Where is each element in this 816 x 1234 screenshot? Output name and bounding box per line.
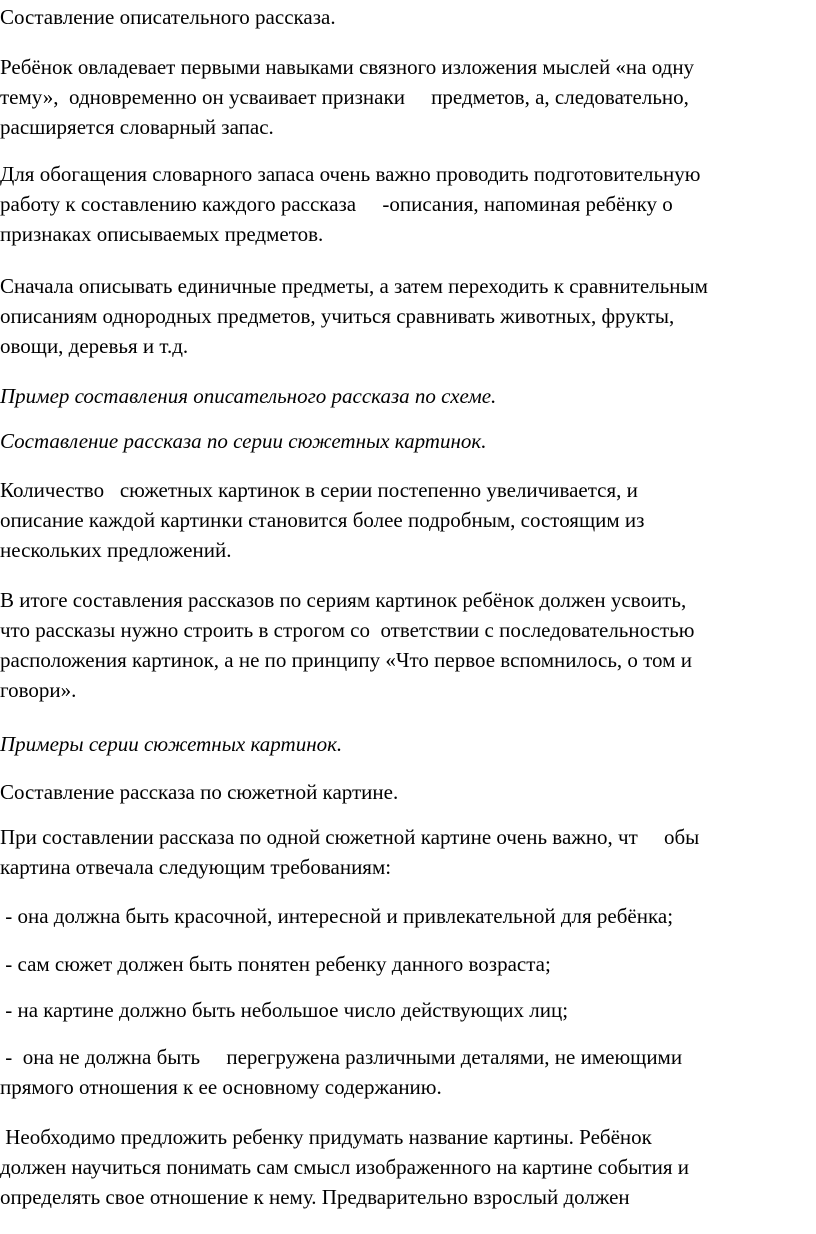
paragraph-vocabulary — [0, 159, 816, 249]
text-line: Количество сюжетных картинок в серии постепенно увеличивается, и — [0, 478, 638, 502]
text-line: Пример составления описательного рассказа по схеме. — [0, 384, 497, 408]
paragraph-picture-count — [0, 475, 816, 565]
heading-plot-picture — [0, 777, 816, 807]
paragraph-single-objects — [0, 271, 816, 361]
paragraph-requirements-intro — [0, 822, 816, 882]
text-line: Составление описательного рассказа. — [0, 5, 336, 29]
text-line: что рассказы нужно строить в строгом со ответствии с последовательностью — [0, 618, 695, 642]
text-line: В итоге составления рассказов по сериям картинок ребёнок должен усвоить, — [0, 588, 687, 612]
text-line: тему», одновременно он усваивает признаки предметов, а, следовательно, — [0, 85, 689, 109]
paragraph-series-result — [0, 585, 816, 705]
text-line: Составление рассказа по серии сюжетных картинок. — [0, 429, 487, 453]
text-line: говори». — [0, 678, 77, 702]
list-item-understandable — [0, 949, 816, 979]
text-line: Необходимо предложить ребенку придумать название картины. Ребёнок — [0, 1125, 652, 1149]
text-line: - на картине должно быть небольшое число действующих лиц; — [0, 998, 569, 1022]
text-line: картина отвечала следующим требованиям: — [0, 855, 392, 879]
text-line: должен научиться понимать сам смысл изображенного на картине события и — [0, 1155, 689, 1179]
text-line: описаниям однородных предметов, учиться сравнивать животных, фрукты, — [0, 304, 675, 328]
text-line: Примеры серии сюжетных картинок. — [0, 732, 343, 756]
text-line: Сначала описывать единичные предметы, а затем переходить к сравнительным — [0, 274, 708, 298]
text-line: - сам сюжет должен быть понятен ребенку данного возраста; — [0, 952, 551, 976]
text-line: Составление рассказа по сюжетной картине. — [0, 780, 399, 804]
list-item-colorful — [0, 901, 816, 931]
text-line: признаках описываемых предметов. — [0, 222, 324, 246]
text-line: работу к составлению каждого рассказа -описания, напоминая ребёнку о — [0, 192, 673, 216]
text-line: определять свое отношение к нему. Предварительно взрослый должен — [0, 1185, 630, 1209]
italic-example-scheme — [0, 381, 816, 411]
text-line: нескольких предложений. — [0, 538, 232, 562]
text-line: описание каждой картинки становится более подробным, состоящим из — [0, 508, 645, 532]
text-line: прямого отношения к ее основному содержанию. — [0, 1075, 442, 1099]
text-line: расположения картинок, а не по принципу «Что первое вспомнилось, о том и — [0, 648, 692, 672]
text-line: - она должна быть красочной, интересной и привлекательной для ребёнка; — [0, 904, 674, 928]
text-line: расширяется словарный запас. — [0, 115, 274, 139]
text-line: - она не должна быть перегружена различными деталями, не имеющими — [0, 1045, 683, 1069]
paragraph-picture-title — [0, 1122, 816, 1212]
italic-series-heading — [0, 426, 816, 456]
list-item-not-overloaded — [0, 1042, 816, 1102]
list-item-few-characters — [0, 995, 816, 1025]
text-line: При составлении рассказа по одной сюжетной картине очень важно, чт обы — [0, 825, 700, 849]
heading-descriptive-story — [0, 2, 816, 32]
paragraph-child-skills — [0, 52, 816, 142]
text-line: овощи, деревья и т.д. — [0, 334, 189, 358]
text-line: Для обогащения словарного запаса очень важно проводить подготовительную — [0, 162, 701, 186]
italic-series-examples — [0, 729, 816, 759]
text-line: Ребёнок овладевает первыми навыками связного изложения мыслей «на одну — [0, 55, 695, 79]
